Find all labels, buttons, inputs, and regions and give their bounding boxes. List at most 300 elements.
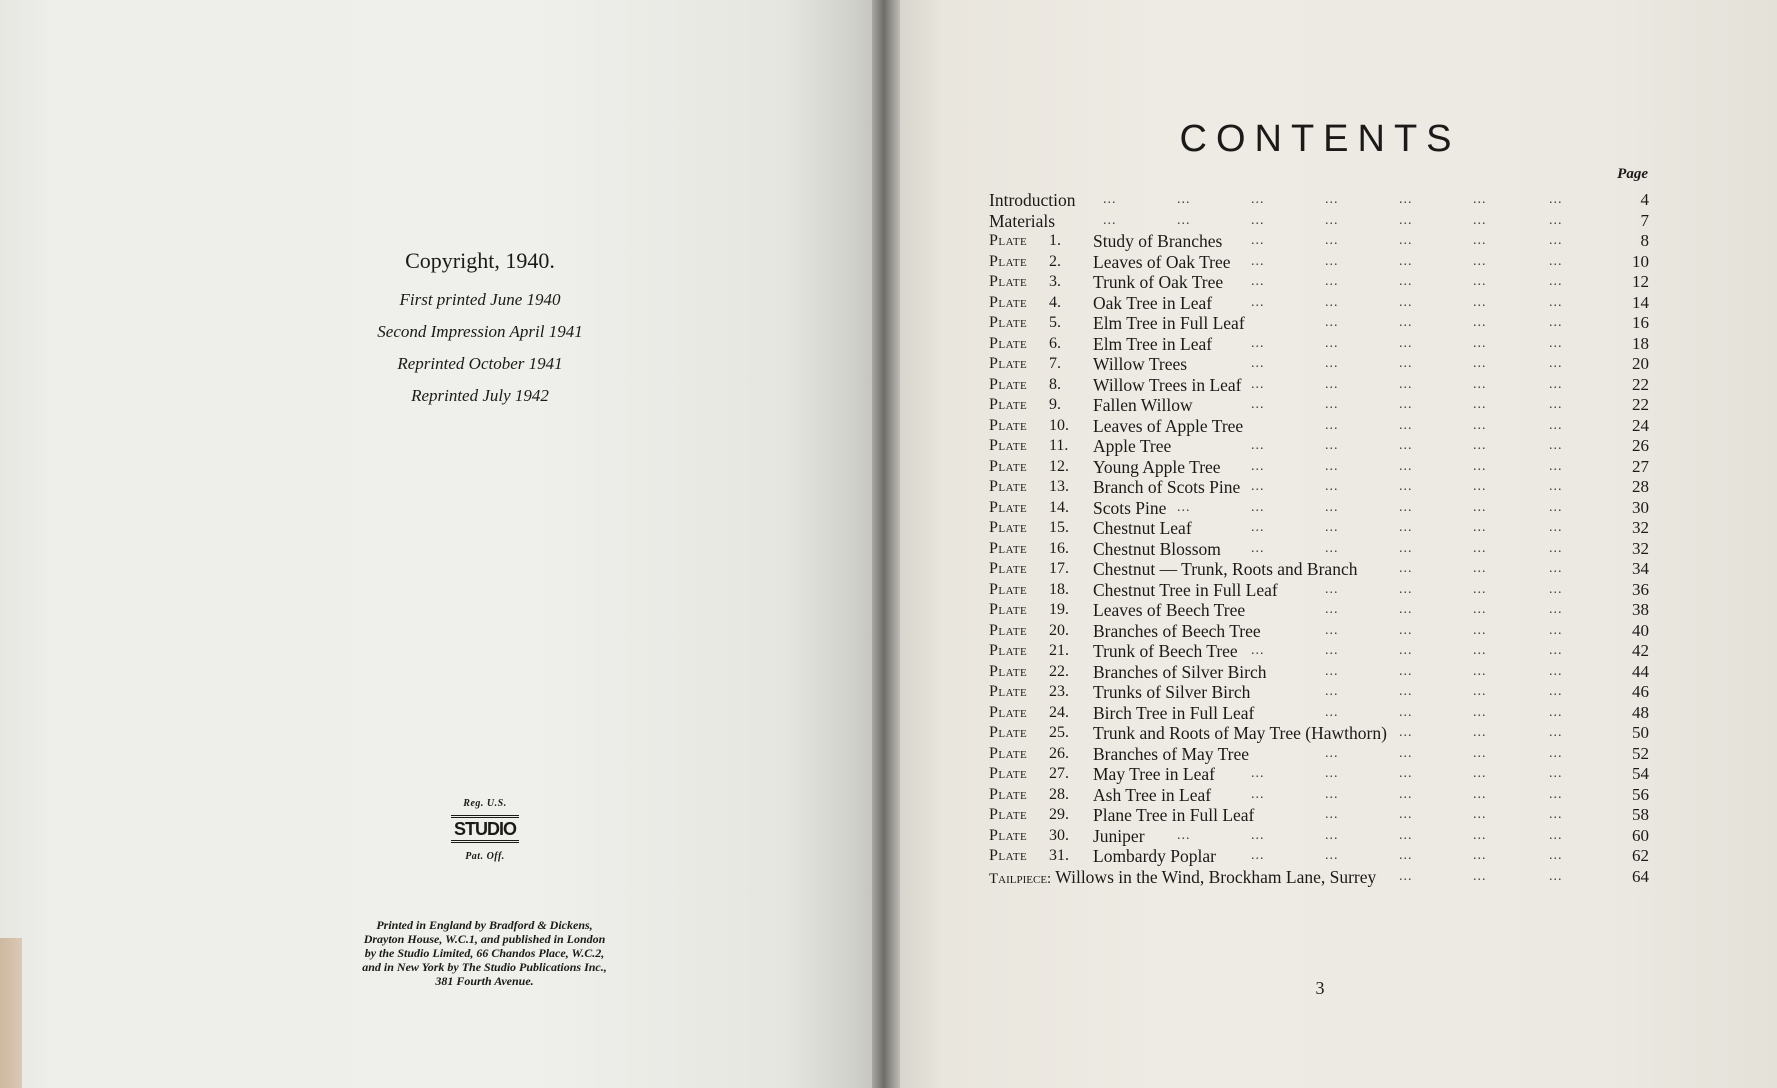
entry-kind: Plate [989,519,1028,536]
contents-entry [989,457,1649,478]
entry-page: 36 [1632,579,1649,599]
entry-title-text: Plane Tree in Full Leaf [1093,805,1255,825]
leader-dots: ... [1549,684,1563,699]
printer-note [312,918,657,988]
entry-title-text: Willow Trees [1093,354,1188,374]
contents-entry [989,498,1649,519]
leader-dots: ... [1549,376,1563,392]
entry-kind: Plate [989,724,1028,741]
entry-kind: Plate [989,560,1028,577]
entry-title [1093,334,1212,355]
entry-number: 4. [1049,293,1061,311]
leader-dots: ... [1251,356,1265,371]
contents-entry [989,518,1649,539]
leader-dots: ... [1549,458,1563,474]
entry-title [1093,231,1222,252]
entry-number: 14. [1049,498,1069,516]
entry-title-text: Branches of May Tree [1093,743,1250,764]
leader-dots: ... [1473,192,1487,207]
entry-page: 12 [1632,272,1649,291]
leader-dots: ... [1325,704,1339,720]
leader-dots: ... [1399,561,1413,576]
entry-number: 26. [1049,744,1069,762]
entry-title [989,867,1376,890]
leader-dots: ... [1325,356,1339,371]
leader-dots: ... [1399,499,1413,515]
entry-kind: Plate [989,498,1028,516]
entry-kind: Plate [989,232,1028,249]
leader-dots: ... [1325,602,1339,617]
contents-entry [989,395,1649,416]
leader-dots: ... [1399,827,1413,843]
copyright-heading: Copyright, 1940. [405,248,555,273]
entry-title-text: Branches of Silver Birch [1093,661,1267,682]
contents-entry [989,641,1649,662]
entry-title [1093,703,1254,724]
contents-entry [989,354,1649,375]
leader-dots: ... [1473,397,1487,412]
entry-title-text: Elm Tree in Full Leaf [1093,313,1245,333]
entry-title [1093,580,1278,601]
leader-dots: ... [1473,643,1487,658]
leader-dots: ... [1549,807,1563,822]
leader-dots: ... [1473,233,1487,248]
entry-page: 54 [1632,764,1649,783]
leader-dots: ... [1473,684,1487,699]
leader-dots: ... [1177,192,1191,207]
printer-note-line: by the Studio Limited, 66 Chandos Place, W.C.2, [364,946,605,960]
entry-kind: Plate [989,642,1028,659]
leader-dots: ... [1549,725,1563,740]
entry-number: 28. [1049,785,1069,803]
leader-dots: ... [1399,581,1413,597]
entry-page: 34 [1632,559,1649,578]
entry-number: 19. [1049,601,1069,618]
leader-dots: ... [1399,520,1413,535]
copyright-block [330,248,630,412]
entry-number: 1. [1049,232,1061,249]
leader-dots: ... [1399,417,1413,433]
logo-mark: STUDIO [451,815,519,843]
leader-dots: ... [1549,643,1563,658]
entry-title [1093,559,1357,580]
contents-entry [989,682,1649,703]
logo-pat-text: Pat. Off. [465,851,505,862]
contents-entry [989,826,1649,847]
entry-number: 21. [1049,642,1069,659]
contents-entry [989,539,1649,560]
leader-dots: ... [1549,294,1563,310]
contents-entry [989,436,1649,457]
leader-dots: ... [1399,848,1413,863]
leader-dots: ... [1473,704,1487,720]
entry-title [1093,682,1250,703]
contents-entry [989,744,1649,765]
leader-dots: ... [1549,581,1563,597]
entry-title-text: Oak Tree in Leaf [1093,292,1213,313]
entry-title-text: Juniper [1093,825,1145,846]
entry-kind: Plate [989,601,1028,618]
book-gutter [872,0,902,1088]
entry-kind: Plate [989,437,1028,454]
contents-entry [989,272,1649,293]
entry-title-text: Chestnut Blossom [1093,538,1221,559]
printer-note-line: and in New York by The Studio Publications Inc., [362,960,607,974]
leader-dots: ... [1251,335,1265,351]
entry-number: 16. [1049,539,1069,557]
entry-kind: Plate [989,806,1028,823]
entry-page: 60 [1632,825,1649,845]
leader-dots: ... [1473,540,1487,556]
entry-number: 25. [1049,724,1069,741]
leader-dots: ... [1549,868,1563,884]
leader-dots: ... [1325,376,1339,392]
entry-title [1093,375,1242,396]
leader-dots: ... [1251,540,1265,556]
entry-title [1093,539,1221,560]
entry-number: 9. [1049,396,1061,413]
leader-dots: ... [1399,397,1413,412]
entry-title-text: Study of Branches [1093,231,1223,251]
leader-dots: ... [1399,725,1413,740]
leader-dots: ... [1549,786,1563,802]
leader-dots: ... [1473,622,1487,638]
entry-title [989,190,1076,211]
entry-kind: Plate [989,293,1028,311]
entry-number: 13. [1049,478,1069,495]
studio-logo [440,798,530,862]
contents-entry [989,334,1649,355]
contents-entry [989,662,1649,683]
entry-kind: Tailpiece: [989,870,1052,887]
contents-entry [989,580,1649,601]
leader-dots: ... [1325,274,1339,289]
entry-title [1093,723,1387,744]
entry-title-text: Willows in the Wind, Brockham Lane, Surrey [1055,866,1377,887]
leader-dots: ... [1325,520,1339,535]
leader-dots: ... [1473,294,1487,310]
leader-dots: ... [1251,192,1265,207]
contents-entry [989,703,1649,724]
leader-dots: ... [1325,233,1339,248]
entry-title-text: Leaves of Apple Tree [1093,415,1244,436]
leader-dots: ... [1325,663,1339,679]
entry-page: 30 [1632,497,1649,517]
leader-dots: ... [1549,704,1563,720]
entry-page: 64 [1632,866,1649,886]
entry-page: 22 [1632,395,1649,414]
logo-reg-text: Reg. U.S. [463,798,507,809]
imprint-line: Second Impression April 1941 [377,322,583,341]
entry-title-text: Willow Trees in Leaf [1093,374,1242,395]
imprint-line: First printed June 1940 [399,290,561,309]
leader-dots: ... [1549,663,1563,679]
entry-page: 26 [1632,436,1649,455]
leader-dots: ... [1251,643,1265,658]
entry-page: 48 [1632,702,1649,722]
contents-entry [989,375,1649,396]
entry-page: 42 [1632,641,1649,660]
leader-dots: ... [1325,684,1339,699]
leader-dots: ... [1473,315,1487,330]
leader-dots: ... [1473,725,1487,740]
leader-dots: ... [1473,479,1487,494]
entry-title-text: Leaves of Beech Tree [1093,600,1246,620]
entry-kind: Plate [989,683,1028,700]
leader-dots: ... [1325,438,1339,453]
entry-kind: Plate [989,457,1028,475]
entry-title [1093,805,1254,826]
entry-number: 5. [1049,314,1061,331]
printer-note-line: 381 Fourth Avenue. [435,974,534,988]
leader-dots: ... [1399,376,1413,392]
entry-kind: Plate [989,355,1028,372]
leader-dots: ... [1473,417,1487,433]
entry-title [1093,313,1245,334]
entry-number: 10. [1049,416,1069,434]
leader-dots: ... [1251,848,1265,863]
leader-dots: ... [1325,807,1339,822]
entry-title [1093,354,1187,375]
entry-title [1093,826,1145,847]
contents-entry [989,785,1649,806]
entry-page: 52 [1632,743,1649,763]
leader-dots: ... [1399,643,1413,658]
leader-dots: ... [1473,581,1487,597]
leader-dots: ... [1549,417,1563,433]
leader-dots: ... [1399,868,1413,884]
leader-dots: ... [1325,315,1339,330]
entry-kind: Plate [989,396,1028,413]
leader-dots: ... [1473,827,1487,843]
leader-dots: ... [1325,499,1339,515]
entry-page: 56 [1632,784,1649,804]
entry-page: 46 [1632,682,1649,701]
contents-entry [989,764,1649,785]
contents-entry [989,190,1649,211]
entry-title [1093,416,1243,437]
entry-title [1093,436,1171,457]
entry-kind: Plate [989,252,1028,270]
leader-dots: ... [1251,766,1265,781]
leader-dots: ... [1177,827,1191,843]
entry-number: 27. [1049,765,1069,782]
entry-number: 3. [1049,273,1061,290]
leader-dots: ... [1549,438,1563,453]
entry-kind: Plate [989,826,1028,844]
leader-dots: ... [1473,663,1487,679]
leader-dots: ... [1325,766,1339,781]
printer-note-line: Printed in England by Bradford & Dickens, [376,918,593,932]
leader-dots: ... [1325,745,1339,761]
entry-title-text: Introduction [989,190,1076,210]
leader-dots: ... [1399,602,1413,617]
leader-dots: ... [1325,397,1339,412]
page-column-label: Page [1617,166,1648,182]
entry-number: 12. [1049,457,1069,475]
entry-number: 18. [1049,580,1069,598]
leader-dots: ... [1251,253,1265,269]
leader-dots: ... [1251,212,1265,228]
leader-dots: ... [1325,540,1339,556]
entry-number: 23. [1049,683,1069,700]
leader-dots: ... [1399,294,1413,310]
leader-dots: ... [1399,315,1413,330]
leader-dots: ... [1325,212,1339,228]
contents-entry [989,846,1649,867]
entry-kind: Plate [989,478,1028,495]
entry-title-text: May Tree in Leaf [1093,764,1215,784]
leader-dots: ... [1177,212,1191,228]
contents-entry [989,211,1649,232]
entry-title-text: Elm Tree in Leaf [1093,333,1213,354]
entry-page: 7 [1640,210,1649,230]
entry-title [1093,477,1240,498]
leader-dots: ... [1325,335,1339,351]
entry-page: 8 [1640,231,1649,250]
page-number: 3 [1315,978,1325,998]
leader-dots: ... [1473,786,1487,802]
entry-page: 62 [1632,846,1649,865]
entry-title-text: Scots Pine [1093,497,1167,518]
leader-dots: ... [1399,438,1413,453]
leader-dots: ... [1251,479,1265,494]
leader-dots: ... [1399,356,1413,371]
contents-entry [989,805,1649,826]
leader-dots: ... [1325,848,1339,863]
entry-number: 6. [1049,334,1061,352]
entry-title [1093,518,1192,539]
leader-dots: ... [1549,335,1563,351]
leader-dots: ... [1325,479,1339,494]
printer-note-line: Drayton House, W.C.1, and published in London [363,932,606,946]
entry-kind: Plate [989,785,1028,803]
leader-dots: ... [1549,745,1563,761]
leader-dots: ... [1473,499,1487,515]
leader-dots: ... [1399,192,1413,207]
entry-title [1093,846,1216,867]
entry-page: 24 [1632,415,1649,435]
leader-dots: ... [1251,458,1265,474]
entry-title-text: Chestnut Leaf [1093,518,1192,538]
leader-dots: ... [1549,253,1563,269]
leader-dots: ... [1473,376,1487,392]
leader-dots: ... [1473,438,1487,453]
leader-dots: ... [1251,499,1265,515]
contents-entry [989,313,1649,334]
entry-kind: Plate [989,416,1028,434]
entry-title-text: Apple Tree [1093,436,1172,456]
leader-dots: ... [1399,253,1413,269]
entry-title-text: Branches of Beech Tree [1093,620,1261,641]
entry-number: 11. [1049,437,1069,454]
entry-title [1093,662,1267,683]
entry-kind: Plate [989,375,1028,393]
leader-dots: ... [1549,397,1563,412]
entry-page: 32 [1632,538,1649,558]
entry-title-text: Trunk of Beech Tree [1093,641,1238,661]
contents-entry [989,600,1649,621]
entry-kind: Plate [989,703,1028,721]
entry-title [1093,395,1193,416]
leader-dots: ... [1473,356,1487,371]
entry-page: 27 [1632,456,1649,476]
leader-dots: ... [1549,212,1563,228]
entry-title [1093,498,1166,519]
leader-dots: ... [1399,807,1413,822]
contents-entry [989,723,1649,744]
leader-dots: ... [1549,848,1563,863]
entry-page: 14 [1632,292,1649,312]
entry-title-text: Chestnut Tree in Full Leaf [1093,579,1278,600]
leader-dots: ... [1549,540,1563,556]
entry-title-text: Chestnut — Trunk, Roots and Branch [1093,559,1358,579]
leader-dots: ... [1399,212,1413,228]
entry-page: 38 [1632,600,1649,619]
leader-dots: ... [1549,274,1563,289]
leader-dots: ... [1177,499,1191,515]
entry-title-text: Branch of Scots Pine [1093,477,1241,497]
contents-title: CONTENTS [1179,118,1461,160]
entry-title-text: Birch Tree in Full Leaf [1093,702,1255,723]
leader-dots: ... [1473,458,1487,474]
entry-page: 44 [1632,661,1649,681]
leader-dots: ... [1251,827,1265,843]
leader-dots: ... [1251,376,1265,392]
entry-title-text: Materials [989,210,1056,231]
page-edge [0,938,22,1088]
leader-dots: ... [1473,807,1487,822]
entry-kind: Plate [989,273,1028,290]
entry-title [1093,621,1261,642]
leader-dots: ... [1251,786,1265,802]
leader-dots: ... [1325,827,1339,843]
contents-entry [989,231,1649,252]
leader-dots: ... [1549,622,1563,638]
leader-dots: ... [1325,253,1339,269]
leader-dots: ... [1325,622,1339,638]
leader-dots: ... [1251,294,1265,310]
leader-dots: ... [1473,335,1487,351]
leader-dots: ... [1103,212,1117,228]
entry-title-text: Ash Tree in Leaf [1093,784,1212,805]
entry-page: 16 [1632,313,1649,332]
leader-dots: ... [1251,274,1265,289]
entry-kind: Plate [989,744,1028,762]
entry-kind: Plate [989,539,1028,557]
leader-dots: ... [1325,458,1339,474]
leader-dots: ... [1399,479,1413,494]
leader-dots: ... [1399,622,1413,638]
entry-page: 50 [1632,723,1649,742]
leader-dots: ... [1549,192,1563,207]
leader-dots: ... [1473,520,1487,535]
contents-entry [989,559,1649,580]
entry-title-text: Trunk of Oak Tree [1093,272,1224,292]
entry-title-text: Trunk and Roots of May Tree (Hawthorn) [1093,723,1387,743]
entry-kind: Plate [989,765,1028,782]
leader-dots: ... [1325,417,1339,433]
leader-dots: ... [1399,663,1413,679]
entry-number: 17. [1049,560,1069,577]
entry-title [1093,785,1211,806]
leader-dots: ... [1325,192,1339,207]
contents-list [989,190,1649,887]
entry-title [1093,641,1238,662]
leader-dots: ... [1549,766,1563,781]
leader-dots: ... [1473,253,1487,269]
leader-dots: ... [1549,602,1563,617]
